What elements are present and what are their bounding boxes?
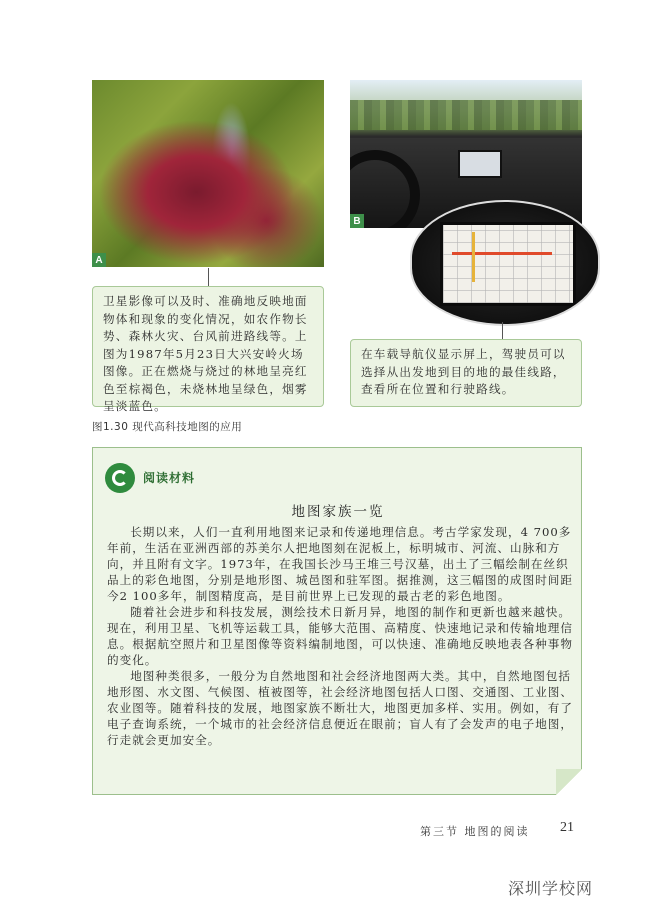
caption-box-navigation: 在车载导航仪显示屏上，驾驶员可以选择从出发地到目的地的最佳线路，查看所在位置和行驶路线。 — [350, 339, 582, 407]
reading-paragraph: 长期以来，人们一直利用地图来记录和传递地理信息。考古学家发现，4 700多年前，生活在亚洲西部的苏美尔人把地图刻在泥板上，标明城市、河流、山脉和方向，并且附有文字。1973年，在我国长沙马王堆三号汉墓，出土了三幅绘制在丝织品上的彩色地图，分别是地形图、城邑图和驻军图。据推测，这三幅图的成图时间距今2 100多年，制图精度高，是目前世界上已发现的最古老的彩色地图。 — [107, 525, 573, 603]
caption-box-satellite: 卫星影像可以及时、准确地反映地面物体和现象的变化情况，如农作物长势、森林火灾、台风前进路线等。上图为1987年5月23日大兴安岭火场图像。正在燃烧与烧过的林地呈亮红色至棕褐色，未烧林地呈绿色，烟雾呈淡蓝色。 — [92, 286, 324, 407]
photo-a-label: A — [92, 253, 106, 267]
reading-paragraph: 随着社会进步和科技发展，测绘技术日新月异，地图的制作和更新也越来越快。现在，利用卫星、飞机等运载工具，能够大范围、高精度、快速地记录和传输地理信息。根据航空照片和卫星图像等资料编制地图，可以快速、准确地反映地表各种事物的变化。 — [107, 605, 573, 667]
photo-b-label: B — [350, 214, 364, 228]
reading-paragraph: 地图种类很多，一般分为自然地图和社会经济地图两大类。其中，自然地图包括地形图、水文图、气候图、植被图等，社会经济地图包括人口图、交通图、工业图、农业图等。随着科技的发展，地图家族不断壮大，地图更加多样、实用。例如，有了电子查询系统，一个城市的社会经济信息便近在眼前；盲人有了会发声的电子地图，行走就会更加安全。 — [107, 669, 573, 747]
reading-material-box — [92, 447, 582, 795]
page-number: 21 — [560, 820, 574, 835]
footer-section-title: 第三节 地图的阅读 — [420, 825, 530, 838]
satellite-fire-image — [92, 80, 324, 267]
navigation-map-screen — [440, 222, 576, 306]
page-fold-corner — [556, 769, 582, 795]
watermark: 深圳学校网 — [508, 879, 594, 898]
figure-caption: 图1.30 现代高科技地图的应用 — [92, 421, 243, 433]
connector-line-a — [208, 268, 209, 286]
reading-title: 地图家族一览 — [291, 504, 385, 520]
reading-label: 阅读材料 — [143, 471, 196, 485]
connector-line-b — [502, 322, 503, 339]
reading-body — [107, 524, 573, 748]
navigation-screen-zoom — [410, 200, 600, 326]
reading-logo-icon — [105, 463, 135, 493]
